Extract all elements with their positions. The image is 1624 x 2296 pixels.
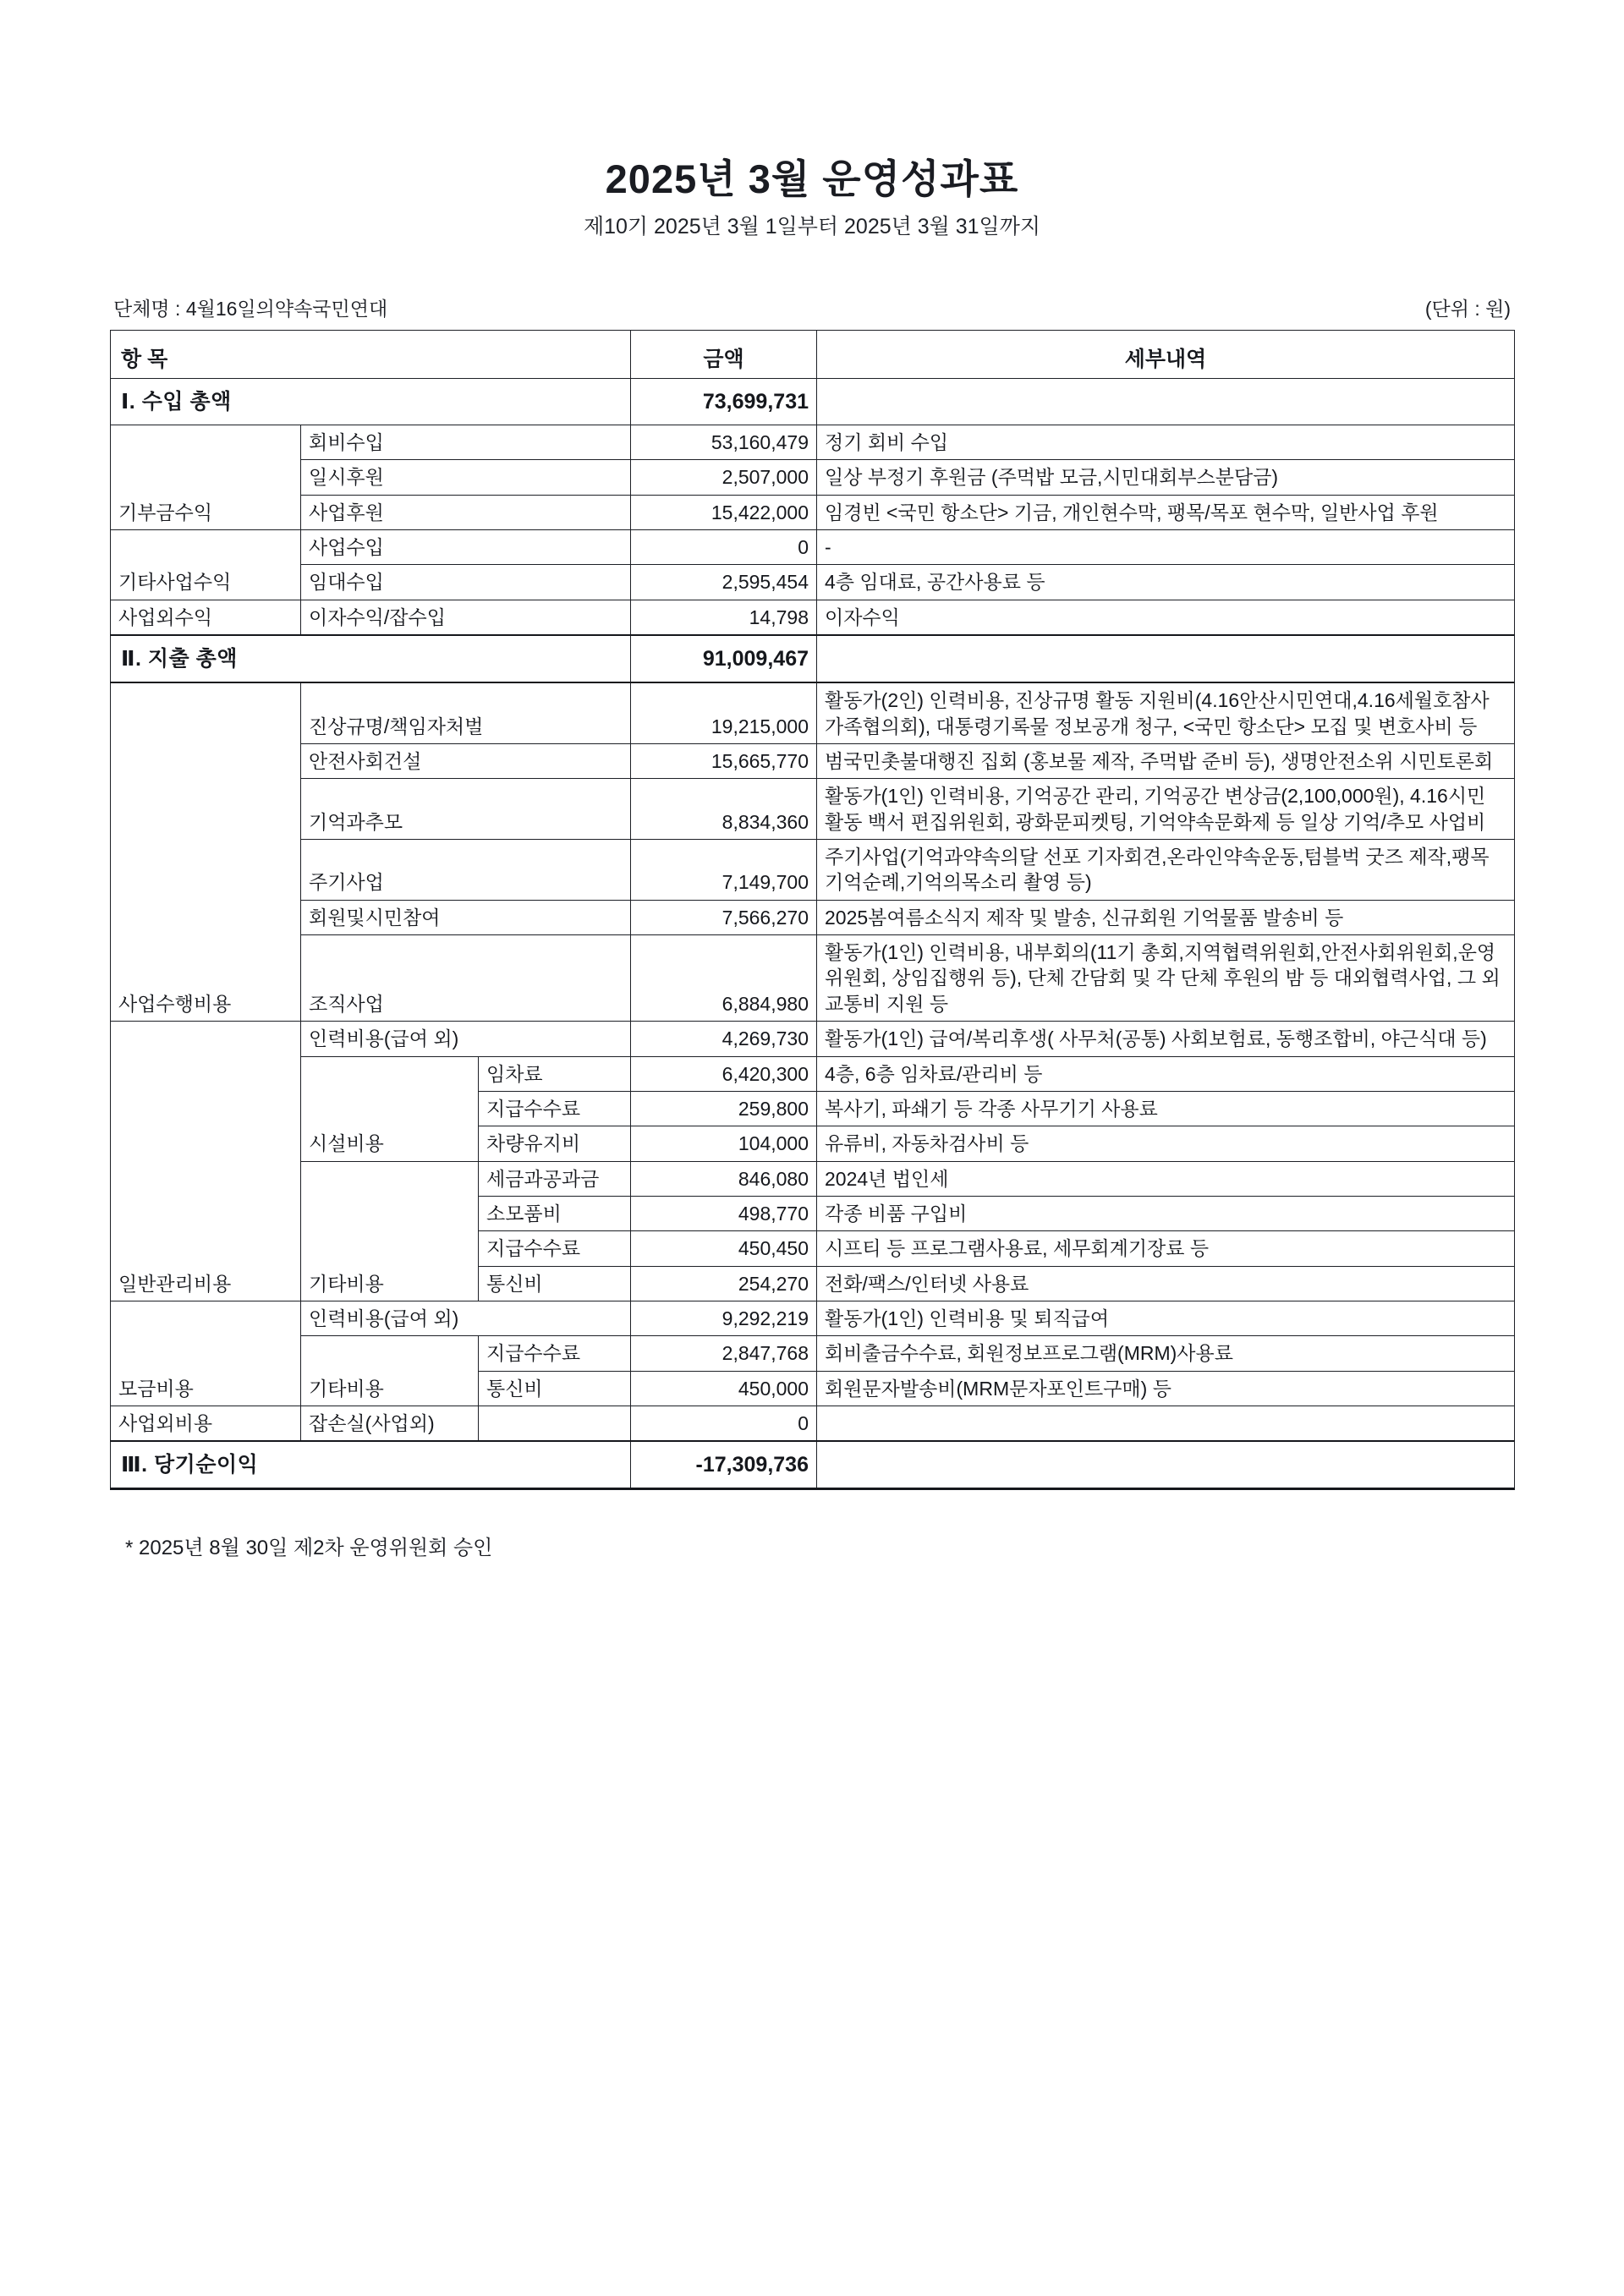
section-label: Ⅲ. 당기순이익 <box>111 1441 631 1489</box>
table-header-row <box>111 331 1515 379</box>
row-label: 회비수입 <box>301 425 631 460</box>
table-row <box>111 779 1515 840</box>
row-amount: 53,160,479 <box>631 425 817 460</box>
section-row-expense-total <box>111 635 1515 682</box>
subgroup-label-facility-expense: 시설비용 <box>301 1056 479 1161</box>
row-label: 통신비 <box>479 1371 631 1406</box>
subgroup-label-other-expense: 기타비용 <box>301 1336 479 1406</box>
row-amount: 2,507,000 <box>631 460 817 495</box>
section-row-income-total <box>111 379 1515 425</box>
row-detail: 전화/팩스/인터넷 사용료 <box>817 1266 1515 1301</box>
section-detail <box>817 635 1515 682</box>
row-detail: 회비출금수수료, 회원정보프로그램(MRM)사용료 <box>817 1336 1515 1371</box>
row-amount: 4,269,730 <box>631 1022 817 1056</box>
group-label-program-expense: 사업수행비용 <box>111 682 301 1021</box>
row-detail: 복사기, 파쇄기 등 각종 사무기기 사용료 <box>817 1091 1515 1126</box>
row-detail: 유류비, 자동차검사비 등 <box>817 1126 1515 1161</box>
page-title: 2025년 3월 운영성과표 <box>605 156 1019 201</box>
row-label: 지급수수료 <box>479 1091 631 1126</box>
row-label: 조직사업 <box>301 935 631 1022</box>
row-amount: 450,000 <box>631 1371 817 1406</box>
currency-unit-label: (단위 : 원) <box>1424 298 1511 321</box>
page-subtitle: 제10기 2025년 3월 1일부터 2025년 3월 31일까지 <box>583 215 1041 239</box>
section-amount: 91,009,467 <box>631 635 817 682</box>
row-label: 인력비용(급여 외) <box>301 1301 631 1336</box>
row-detail: 활동가(1인) 급여/복리후생( 사무처(공통) 사회보험료, 동행조합비, 야근식대 등) <box>817 1022 1515 1056</box>
row-label: 지급수수료 <box>479 1336 631 1371</box>
table-row <box>111 840 1515 901</box>
row-label: 세금과공과금 <box>479 1161 631 1196</box>
section-amount: -17,309,736 <box>631 1441 817 1489</box>
row-amount: 2,595,454 <box>631 565 817 600</box>
row-amount: 259,800 <box>631 1091 817 1126</box>
meta-row <box>110 293 1514 321</box>
table-row <box>111 600 1515 635</box>
table-row <box>111 530 1515 565</box>
row-detail: 범국민촛불대행진 집회 (홍보물 제작, 주먹밥 준비 등), 생명안전소위 시민토론회 <box>817 743 1515 778</box>
row-label: 사업후원 <box>301 495 631 529</box>
table-row <box>111 460 1515 495</box>
table-row <box>111 565 1515 600</box>
row-detail: 2024년 법인세 <box>817 1161 1515 1196</box>
table-row <box>111 495 1515 529</box>
financial-table-container <box>110 330 1514 1490</box>
title-block <box>0 156 1624 239</box>
row-detail: 활동가(1인) 인력비용 및 퇴직급여 <box>817 1301 1515 1336</box>
row-amount: 104,000 <box>631 1126 817 1161</box>
row-spacer-cell <box>479 1406 631 1442</box>
group-label-other-business-income: 기타사업수익 <box>111 530 301 600</box>
row-amount: 15,665,770 <box>631 743 817 778</box>
column-header-detail: 세부내역 <box>817 331 1515 379</box>
row-amount: 6,884,980 <box>631 935 817 1022</box>
section-label: Ⅰ. 수입 총액 <box>111 379 631 425</box>
row-label: 일시후원 <box>301 460 631 495</box>
group-label-non-operating-income: 사업외수익 <box>111 600 301 635</box>
section-amount: 73,699,731 <box>631 379 817 425</box>
row-amount: 14,798 <box>631 600 817 635</box>
row-label: 임차료 <box>479 1056 631 1091</box>
row-label: 안전사회건설 <box>301 743 631 778</box>
organization-name: 단체명 : 4월16일의약속국민연대 <box>113 298 388 321</box>
row-detail: 4층 임대료, 공간사용료 등 <box>817 565 1515 600</box>
row-label: 기억과추모 <box>301 779 631 840</box>
row-detail: 임경빈 <국민 항소단> 기금, 개인현수막, 팽목/목포 현수막, 일반사업 후원 <box>817 495 1515 529</box>
table-row <box>111 935 1515 1022</box>
row-label: 잡손실(사업외) <box>301 1406 479 1442</box>
row-label: 인력비용(급여 외) <box>301 1022 631 1056</box>
row-label: 회원및시민참여 <box>301 900 631 934</box>
subgroup-label-other-expense: 기타비용 <box>301 1161 479 1301</box>
row-amount: 15,422,000 <box>631 495 817 529</box>
row-detail: 활동가(1인) 인력비용, 기억공간 관리, 기억공간 변상금(2,100,000원), 4.16시민 활동 백서 편집위원회, 광화문피켓팅, 기억약속문화제 등 일상 기억/추모 사업비 <box>817 779 1515 840</box>
row-detail: 일상 부정기 후원금 (주먹밥 모금,시민대회부스분담금) <box>817 460 1515 495</box>
column-header-item: 항 목 <box>111 331 631 379</box>
section-detail <box>817 1441 1515 1489</box>
table-row <box>111 1022 1515 1056</box>
row-amount: 7,566,270 <box>631 900 817 934</box>
row-detail: 각종 비품 구입비 <box>817 1196 1515 1230</box>
group-label-non-operating-expense: 사업외비용 <box>111 1406 301 1442</box>
row-label: 이자수익/잡수입 <box>301 600 631 635</box>
table-row <box>111 1336 1515 1371</box>
row-amount: 0 <box>631 530 817 565</box>
section-row-net-income <box>111 1441 1515 1489</box>
table-row <box>111 682 1515 743</box>
row-detail: 주기사업(기억과약속의달 선포 기자회견,온라인약속운동,텀블벅 굿즈 제작,팽목기억순례,기억의목소리 촬영 등) <box>817 840 1515 901</box>
row-label: 차량유지비 <box>479 1126 631 1161</box>
table-row <box>111 1161 1515 1196</box>
row-detail: 정기 회비 수입 <box>817 425 1515 460</box>
table-row <box>111 1301 1515 1336</box>
row-detail: - <box>817 530 1515 565</box>
group-label-fundraising-expense: 모금비용 <box>111 1301 301 1406</box>
row-label: 지급수수료 <box>479 1231 631 1266</box>
table-row <box>111 1406 1515 1442</box>
row-amount: 254,270 <box>631 1266 817 1301</box>
approval-footnote: * 2025년 8월 30일 제2차 운영위원회 승인 <box>125 1537 493 1560</box>
financial-statement-table <box>110 330 1515 1490</box>
row-detail: 4층, 6층 임차료/관리비 등 <box>817 1056 1515 1091</box>
row-detail: 시프티 등 프로그램사용료, 세무회계기장료 등 <box>817 1231 1515 1266</box>
row-amount: 0 <box>631 1406 817 1442</box>
row-label: 진상규명/책임자처벌 <box>301 682 631 743</box>
row-label: 사업수입 <box>301 530 631 565</box>
row-amount: 2,847,768 <box>631 1336 817 1371</box>
table-row <box>111 425 1515 460</box>
row-detail <box>817 1406 1515 1442</box>
row-amount: 9,292,219 <box>631 1301 817 1336</box>
row-amount: 8,834,360 <box>631 779 817 840</box>
row-amount: 6,420,300 <box>631 1056 817 1091</box>
row-amount: 19,215,000 <box>631 682 817 743</box>
section-label: Ⅱ. 지출 총액 <box>111 635 631 682</box>
table-row <box>111 743 1515 778</box>
group-label-general-admin-expense: 일반관리비용 <box>111 1022 301 1301</box>
table-row <box>111 900 1515 934</box>
column-header-amount: 금액 <box>631 331 817 379</box>
row-detail: 2025봄여름소식지 제작 및 발송, 신규회원 기억물품 발송비 등 <box>817 900 1515 934</box>
group-label-donation-income: 기부금수익 <box>111 425 301 530</box>
row-label: 통신비 <box>479 1266 631 1301</box>
row-detail: 활동가(2인) 인력비용, 진상규명 활동 지원비(4.16안산시민연대,4.16세월호참사가족협의회), 대통령기록물 정보공개 청구, <국민 항소단> 모집 및 변호사비 등 <box>817 682 1515 743</box>
row-amount: 846,080 <box>631 1161 817 1196</box>
row-detail: 회원문자발송비(MRM문자포인트구매) 등 <box>817 1371 1515 1406</box>
row-amount: 450,450 <box>631 1231 817 1266</box>
row-detail: 활동가(1인) 인력비용, 내부회의(11기 총회,지역협력위원회,안전사회위원회,운영위원회, 상임집행위 등), 단체 간담회 및 각 단체 후원의 밤 등 대외협력사업, 그 외 교통비 지원 등 <box>817 935 1515 1022</box>
row-label: 소모품비 <box>479 1196 631 1230</box>
section-detail <box>817 379 1515 425</box>
table-row <box>111 1056 1515 1091</box>
row-label: 임대수입 <box>301 565 631 600</box>
row-label: 주기사업 <box>301 840 631 901</box>
row-detail: 이자수익 <box>817 600 1515 635</box>
row-amount: 498,770 <box>631 1196 817 1230</box>
row-amount: 7,149,700 <box>631 840 817 901</box>
